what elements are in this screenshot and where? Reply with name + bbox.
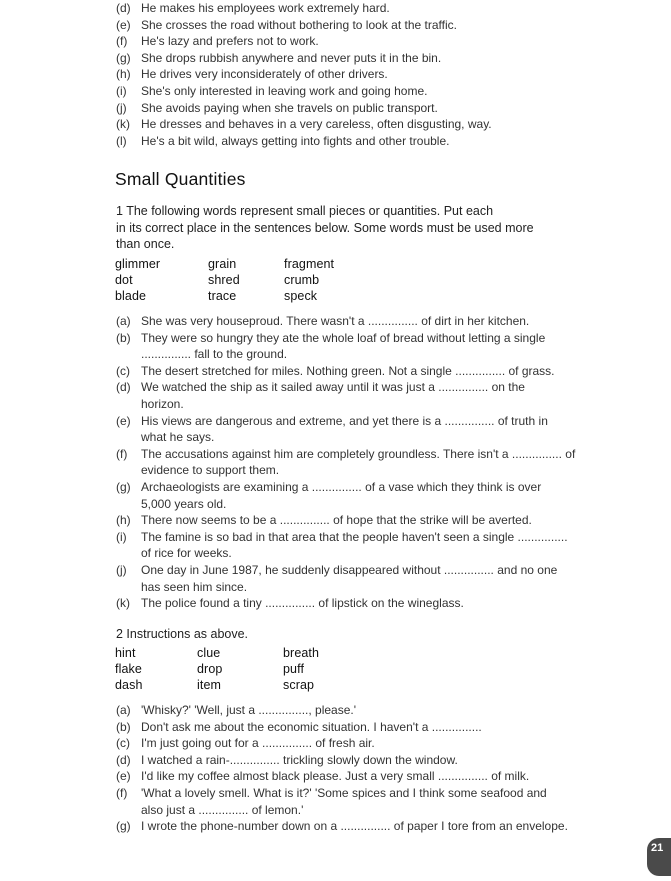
item-label: (k) [116, 117, 130, 132]
item-text: She drops rubbish anywhere and never puts it in the bin. [141, 50, 442, 65]
item-label: (a) [116, 314, 131, 328]
item-text: She was very houseproud. There wasn't a ............... of dirt in her kitchen. [141, 314, 530, 328]
item-text: He makes his employees work extremely hard. [141, 1, 390, 15]
section-title: Small Quantities [115, 169, 246, 189]
item-label: (b) [116, 330, 131, 345]
word-box-item: trace [208, 289, 237, 303]
page-number-badge [647, 838, 671, 876]
word-box-item: hint [115, 646, 136, 660]
word-box-item: puff [283, 662, 305, 676]
item-label: (h) [116, 513, 131, 528]
item-label: (g) [116, 50, 131, 65]
item-text: His views are dangerous and extreme, and yet there is a ............... of truth in what he says. [141, 413, 548, 445]
item-text: I'm just going out for a ............... of fresh air. [141, 736, 375, 751]
word-box-item: drop [197, 662, 223, 676]
word-box-item: scrap [283, 678, 315, 692]
item-text: 'What a lovely smell. What is it?' 'Some spices and I think some seafood and also just a ............... of lemon.' [141, 786, 547, 817]
word-box-item: item [197, 678, 222, 692]
word-box-item: crumb [284, 273, 320, 287]
item-text: The famine is so bad in that area that the people haven't seen a single ............... of rice for weeks. [141, 529, 568, 561]
item-label: (k) [116, 596, 130, 611]
item-label: (e) [116, 17, 131, 32]
item-text: She's only interested in leaving work and going home. [141, 84, 428, 98]
word-box-item: grain [208, 257, 237, 271]
item-label: (d) [116, 752, 131, 767]
item-label: (l) [116, 133, 127, 148]
item-text: He dresses and behaves in a very careless, often disgusting, way. [141, 117, 492, 132]
item-label: (i) [116, 84, 127, 98]
item-label: (i) [116, 529, 127, 544]
item-label: (e) [116, 769, 131, 784]
item-label: (f) [116, 34, 128, 49]
exercise-1-instructions: 1 The following words represent small pieces or quantities. Put each in its correct place in the sentences below. Some words must be used more than once. [116, 204, 534, 252]
item-text: I watched a rain-............... trickling slowly down the window. [141, 752, 458, 767]
item-label: (f) [116, 786, 128, 800]
word-box-item: fragment [284, 257, 335, 271]
item-text: She crosses the road without bothering to look at the traffic. [141, 17, 457, 32]
word-box-item: breath [283, 646, 320, 660]
item-text: I wrote the phone-number down on a ............... of paper I tore from an envelope. [141, 819, 568, 834]
item-label: (c) [116, 363, 130, 378]
word-box-item: glimmer [115, 257, 161, 271]
item-text: They were so hungry they ate the whole loaf of bread without letting a single ............... fall to the ground. [141, 330, 546, 362]
item-text: He drives very inconsiderately of other drivers. [141, 67, 388, 82]
item-label: (b) [116, 719, 131, 734]
word-box-item: shred [208, 273, 240, 287]
item-text: I'd like my coffee almost black please. Just a very small ............... of milk. [141, 769, 530, 784]
word-box-item: clue [197, 646, 221, 660]
item-text: The accusations against him are completely groundless. There isn't a ............... of evidence to support them. [141, 446, 576, 478]
item-text: 'Whisky?' 'Well, just a ..............., please.' [141, 703, 357, 717]
item-label: (j) [116, 563, 127, 577]
word-box-item: dash [115, 678, 143, 692]
item-text: The desert stretched for miles. Nothing green. Not a single ............... of grass. [141, 363, 555, 378]
exercise-2-instructions: 2 Instructions as above. [116, 627, 249, 641]
item-label: (g) [116, 480, 131, 494]
item-text: He's a bit wild, always getting into fights and other trouble. [141, 133, 450, 148]
word-box-item: flake [115, 662, 142, 676]
item-label: (f) [116, 446, 128, 461]
item-text: Archaeologists are examining a ............... of a vase which they think is over 5,000 years old. [141, 480, 542, 511]
item-text: He's lazy and prefers not to work. [141, 34, 319, 49]
item-label: (g) [116, 819, 131, 834]
page-number: 21 [651, 842, 664, 854]
item-label: (e) [116, 413, 131, 428]
item-text: One day in June 1987, he suddenly disappeared without ............... and no one has seen him since. [141, 563, 558, 594]
item-text: She avoids paying when she travels on public transport. [141, 100, 438, 115]
item-label: (a) [116, 703, 131, 717]
item-text: The police found a tiny ............... of lipstick on the wineglass. [141, 596, 464, 611]
item-label: (d) [116, 380, 131, 395]
word-box-item: dot [115, 273, 133, 287]
word-box-item: blade [115, 289, 147, 303]
word-box-item: speck [284, 289, 318, 303]
item-label: (c) [116, 736, 130, 751]
item-label: (d) [116, 1, 131, 15]
item-label: (j) [116, 100, 127, 115]
item-label: (h) [116, 67, 131, 82]
item-text: Don't ask me about the economic situation. I haven't a ............... [141, 719, 482, 734]
item-text: We watched the ship as it sailed away until it was just a ............... on the horizon. [141, 380, 525, 411]
item-text: There now seems to be a ............... of hope that the strike will be averted. [141, 513, 532, 528]
